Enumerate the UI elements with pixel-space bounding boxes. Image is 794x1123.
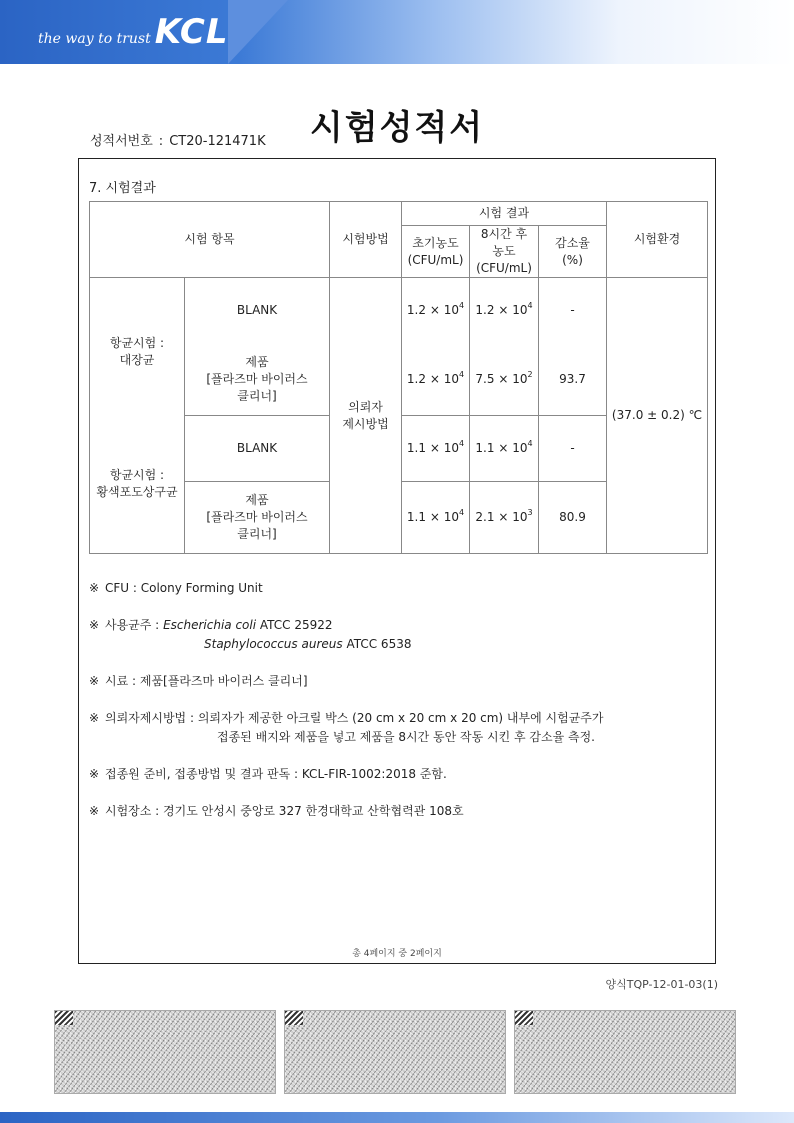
- initial-exponent: 4: [458, 508, 465, 518]
- method-line: 제시방법: [342, 416, 389, 431]
- strain-line: [105, 635, 714, 654]
- note-mark: ※: [89, 618, 100, 632]
- header-after-line: 농도: [492, 244, 516, 259]
- note-mark: ※: [89, 767, 100, 781]
- report-number-separator: :: [158, 134, 164, 149]
- note-mark: ※: [89, 674, 100, 688]
- after-value-cell: $7.5 \times 10^2$: [470, 344, 539, 416]
- security-stamp: [514, 1010, 736, 1094]
- sample-detail: [플라즈마 바이러스: [206, 371, 308, 386]
- strain-line: [105, 616, 714, 635]
- header-test-method: 시험방법: [330, 202, 402, 278]
- initial-mantissa: 1.2: [406, 303, 427, 318]
- method-cell: [330, 278, 402, 554]
- note-sample: [89, 672, 714, 691]
- form-code: 양식TQP-12-01-03(1): [605, 978, 718, 991]
- after-value-cell: $1.2 \times 10^4$: [470, 278, 539, 344]
- method-line: 의뢰자: [348, 399, 383, 414]
- sample-cell: [185, 482, 330, 554]
- banner-decoration: [228, 0, 288, 64]
- header-reduction-line: 감소율: [555, 235, 590, 250]
- note-text: 접종된 배지와 제품을 넣고 제품을 8시간 동안 작동 시킨 후 감소율 측정.: [217, 730, 595, 744]
- after-exponent: 2: [527, 369, 533, 379]
- organism-name: 대장균: [119, 352, 155, 367]
- after-exponent: 4: [527, 301, 533, 311]
- sample-name: BLANK: [236, 303, 278, 318]
- report-number-value: CT20-121471K: [169, 134, 266, 149]
- stamp-corner-mark: [515, 1011, 533, 1025]
- note-method: [89, 709, 714, 747]
- note-text: CFU : Colony Forming Unit: [105, 581, 263, 595]
- initial-value-cell: $1.1 \times 10^4$: [402, 416, 470, 482]
- sample-cell: [185, 344, 330, 416]
- results-table: [89, 201, 708, 554]
- footer-bar: [0, 1112, 794, 1123]
- header-after-concentration: [470, 226, 539, 278]
- note-text: 시험장소 : 경기도 안성시 중앙로 327 한경대학교 산학협력관 108호: [105, 804, 464, 818]
- after-mantissa: 1.2: [475, 303, 495, 318]
- stamp-corner-mark: [285, 1011, 303, 1025]
- header-reduction-rate: [539, 226, 607, 278]
- initial-value-cell: $1.1 \times 10^4$: [402, 482, 470, 554]
- sample-name: 제품: [245, 355, 269, 370]
- results-box: [78, 158, 716, 964]
- note-method-body: [105, 709, 714, 747]
- initial-value-cell: $1.2 \times 10^4$: [402, 278, 470, 344]
- environment-cell: (37.0 ± 0.2) ℃: [607, 278, 708, 554]
- initial-exponent: 4: [458, 439, 465, 449]
- header-reduction-unit: (%): [562, 252, 583, 267]
- after-value-cell: $2.1 \times 10^3$: [470, 482, 539, 554]
- note-mark: ※: [89, 804, 100, 818]
- note-text: 의뢰자제시방법 : 의뢰자가 제공한 아크릴 박스 (20 cm x 20 cm x 20 cm) 내부에 시험균주가: [105, 711, 604, 725]
- logo-brand: KCL: [154, 12, 229, 52]
- note-strains: [89, 616, 714, 654]
- header-initial-unit: (CFU/mL): [407, 252, 464, 267]
- header-initial-concentration: [402, 226, 470, 278]
- header-test-item: 시험 항목: [90, 202, 330, 278]
- sample-name: BLANK: [236, 441, 278, 456]
- initial-exponent: 4: [458, 301, 465, 311]
- header-after-line: 8시간 후: [480, 227, 528, 242]
- note-cfu: [89, 579, 714, 598]
- header-initial-line: 초기농도: [412, 235, 459, 250]
- initial-value-cell: $1.2 \times 10^4$: [402, 344, 470, 416]
- reduction-cell: 93.7: [539, 344, 607, 416]
- strain-name: Staphylococcus aureus: [204, 637, 343, 651]
- organism-label: 항균시험 :: [109, 335, 165, 350]
- strain-label: 사용균주 :: [105, 618, 160, 632]
- security-stamp: [54, 1010, 276, 1094]
- organism-cell: [90, 278, 185, 416]
- note-standard: [89, 765, 714, 784]
- note-location: [89, 802, 714, 821]
- note-mark: ※: [89, 711, 100, 725]
- report-number: [90, 130, 266, 149]
- after-mantissa: 7.5: [475, 371, 495, 386]
- stamp-corner-mark: [55, 1011, 73, 1025]
- strain-code: ATCC 6538: [346, 637, 412, 651]
- initial-exponent: 4: [458, 369, 465, 379]
- note-text: 접종원 준비, 접종방법 및 결과 판독 : KCL-FIR-1002:2018 준함.: [105, 767, 447, 781]
- after-mantissa: 1.1: [475, 441, 495, 456]
- organism-name: 황색포도상구균: [96, 485, 178, 500]
- sample-cell: [185, 278, 330, 344]
- strain-code: ATCC 25922: [259, 618, 333, 632]
- page-number: 총 4페이지 중 2페이지: [352, 949, 442, 959]
- sample-detail: [플라즈마 바이러스: [206, 510, 308, 525]
- header-test-environment: 시험환경: [607, 202, 708, 278]
- after-mantissa: 2.1: [475, 510, 495, 525]
- report-number-label: 성적서번호: [90, 134, 153, 149]
- strain-name: Escherichia coli: [163, 618, 257, 632]
- reduction-cell: 80.9: [539, 482, 607, 554]
- logo-tagline: the way to trust: [38, 31, 151, 47]
- note-strain-body: [105, 616, 714, 654]
- note-text: 시료 : 제품[플라즈마 바이러스 클리너]: [105, 674, 308, 688]
- sample-detail: 클리너]: [237, 388, 277, 403]
- section-heading: 7. 시험결과: [89, 181, 156, 196]
- sample-detail: 클리너]: [237, 526, 277, 541]
- organism-label: 항균시험 :: [109, 468, 165, 483]
- initial-mantissa: 1.1: [406, 441, 427, 456]
- sample-name: 제품: [245, 493, 269, 508]
- note-mark: ※: [89, 581, 100, 595]
- kcl-logo: [38, 12, 229, 52]
- after-exponent: 4: [527, 439, 533, 449]
- initial-mantissa: 1.2: [406, 371, 427, 386]
- document-title: 시험성적서: [309, 108, 485, 148]
- after-exponent: 3: [527, 508, 533, 518]
- initial-mantissa: 1.1: [406, 510, 427, 525]
- organism-cell: [90, 416, 185, 554]
- notes-list: [89, 579, 714, 839]
- reduction-cell: -: [539, 416, 607, 482]
- header-test-results: 시험 결과: [402, 202, 607, 226]
- security-stamp: [284, 1010, 506, 1094]
- reduction-cell: -: [539, 278, 607, 344]
- header-banner: [0, 0, 794, 64]
- sample-cell: [185, 416, 330, 482]
- header-after-unit: (CFU/mL): [476, 260, 532, 275]
- after-value-cell: $1.1 \times 10^4$: [470, 416, 539, 482]
